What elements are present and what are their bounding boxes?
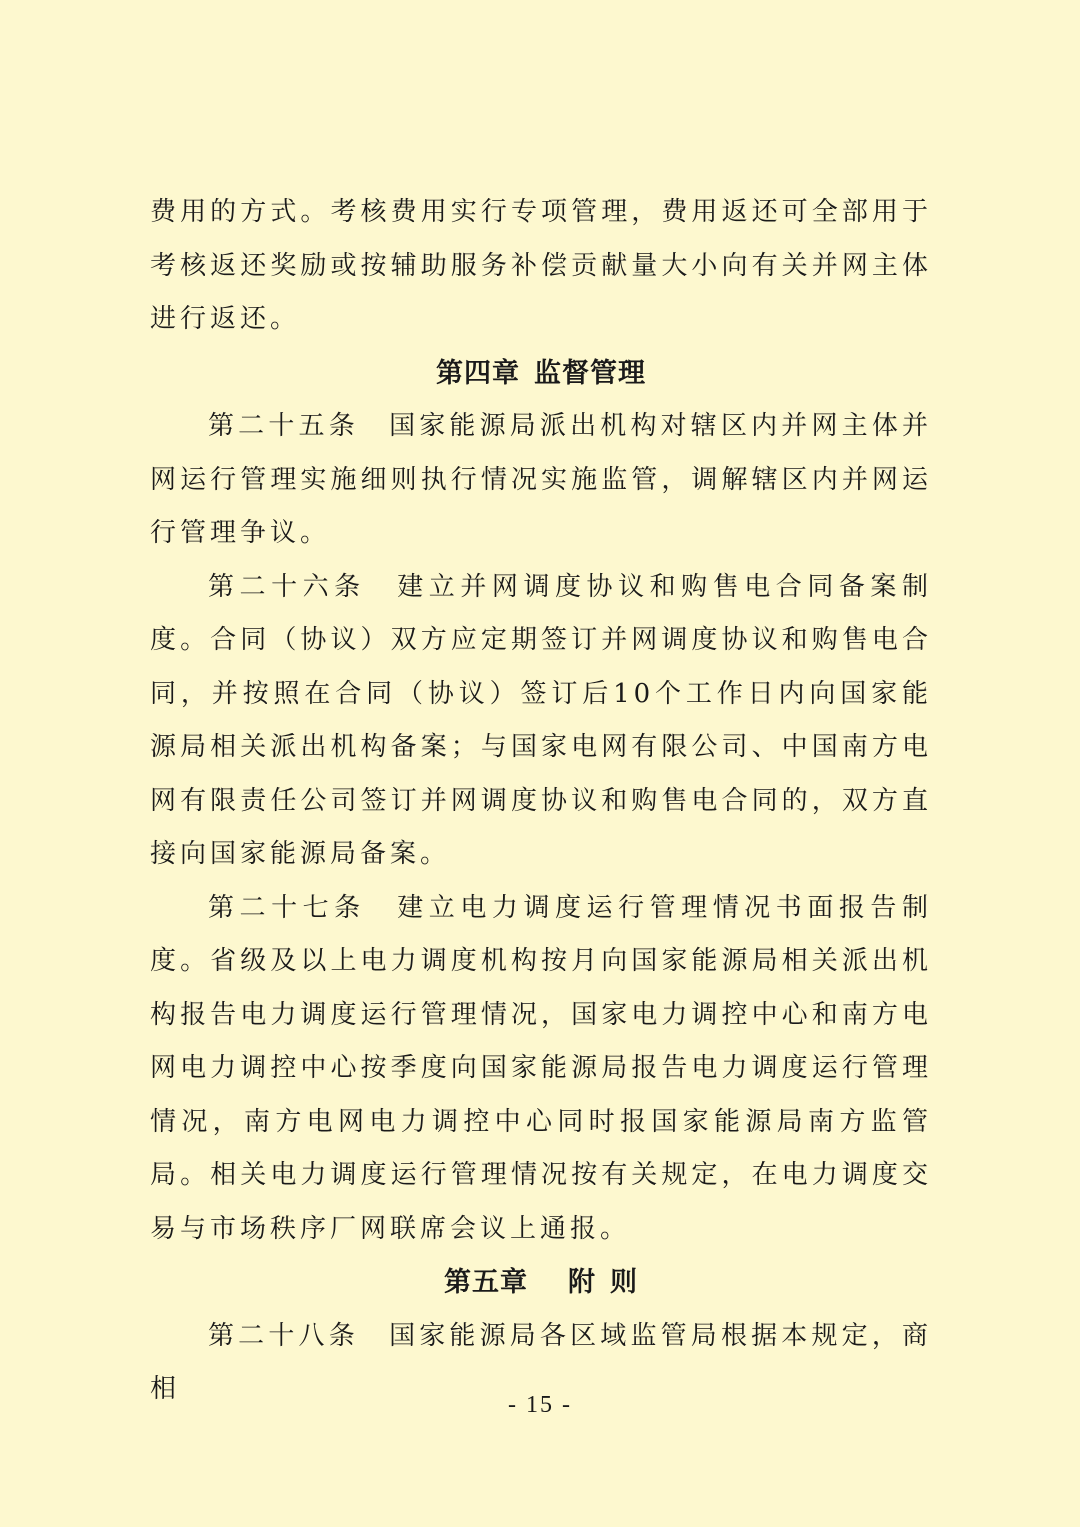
chapter-5-number: 第五章: [444, 1267, 528, 1298]
article-28-number: 第二十八条: [208, 1320, 359, 1351]
article-28-text: 国家能源局各区域监管局根据本规定，商相: [150, 1320, 932, 1404]
chapter-5-heading: [150, 1256, 932, 1310]
article-26: [150, 561, 932, 882]
chapter-5-title-b: 则: [610, 1267, 638, 1298]
page-number: - 15 -: [508, 1392, 572, 1418]
article-25-number: 第二十五条: [208, 411, 359, 441]
paragraph-fee-return: 费用的方式。考核费用实行专项管理，费用返还可全部用于考核返还奖励或按辅助服务补偿贡献量大小向有关并网主体进行返还。: [150, 197, 932, 334]
chapter-4-number: 第四章: [436, 357, 520, 389]
article-27: [150, 882, 932, 1257]
article-25-text: 国家能源局派出机构对辖区内并网主体并网运行管理实施细则执行情况实施监管，调解辖区内并网运行管理争议。: [150, 411, 932, 548]
chapter-4-heading: [150, 347, 932, 401]
chapter-4-title: 监督管理: [534, 357, 646, 389]
chapter-5-title-a: 附: [568, 1267, 596, 1298]
article-25: [150, 400, 932, 561]
article-27-number: 第二十七条: [208, 892, 366, 923]
article-26-text: 建立并网调度协议和购售电合同备案制度。合同（协议）双方应定期签订并网调度协议和购售电合同，并按照在合同（协议）签订后10个工作日内向国家能源局相关派出机构备案；与国家电网有限公司、中国南方电网有限责任公司签订并网调度协议和购售电合同的，双方直接向国家能源局备案。: [150, 571, 932, 869]
article-27-text: 建立电力调度运行管理情况书面报告制度。省级及以上电力调度机构按月向国家能源局相关派出机构报告电力调度运行管理情况，国家电力调控中心和南方电网电力调控中心按季度向国家能源局报告电力调度运行管理情况，南方电网电力调控中心同时报国家能源局南方监管局。相关电力调度运行管理情况按有关规定，在电力调度交易与市场秩序厂网联席会议上通报。: [150, 892, 932, 1244]
article-26-number: 第二十六条: [208, 571, 366, 602]
document-body: [150, 186, 932, 1417]
